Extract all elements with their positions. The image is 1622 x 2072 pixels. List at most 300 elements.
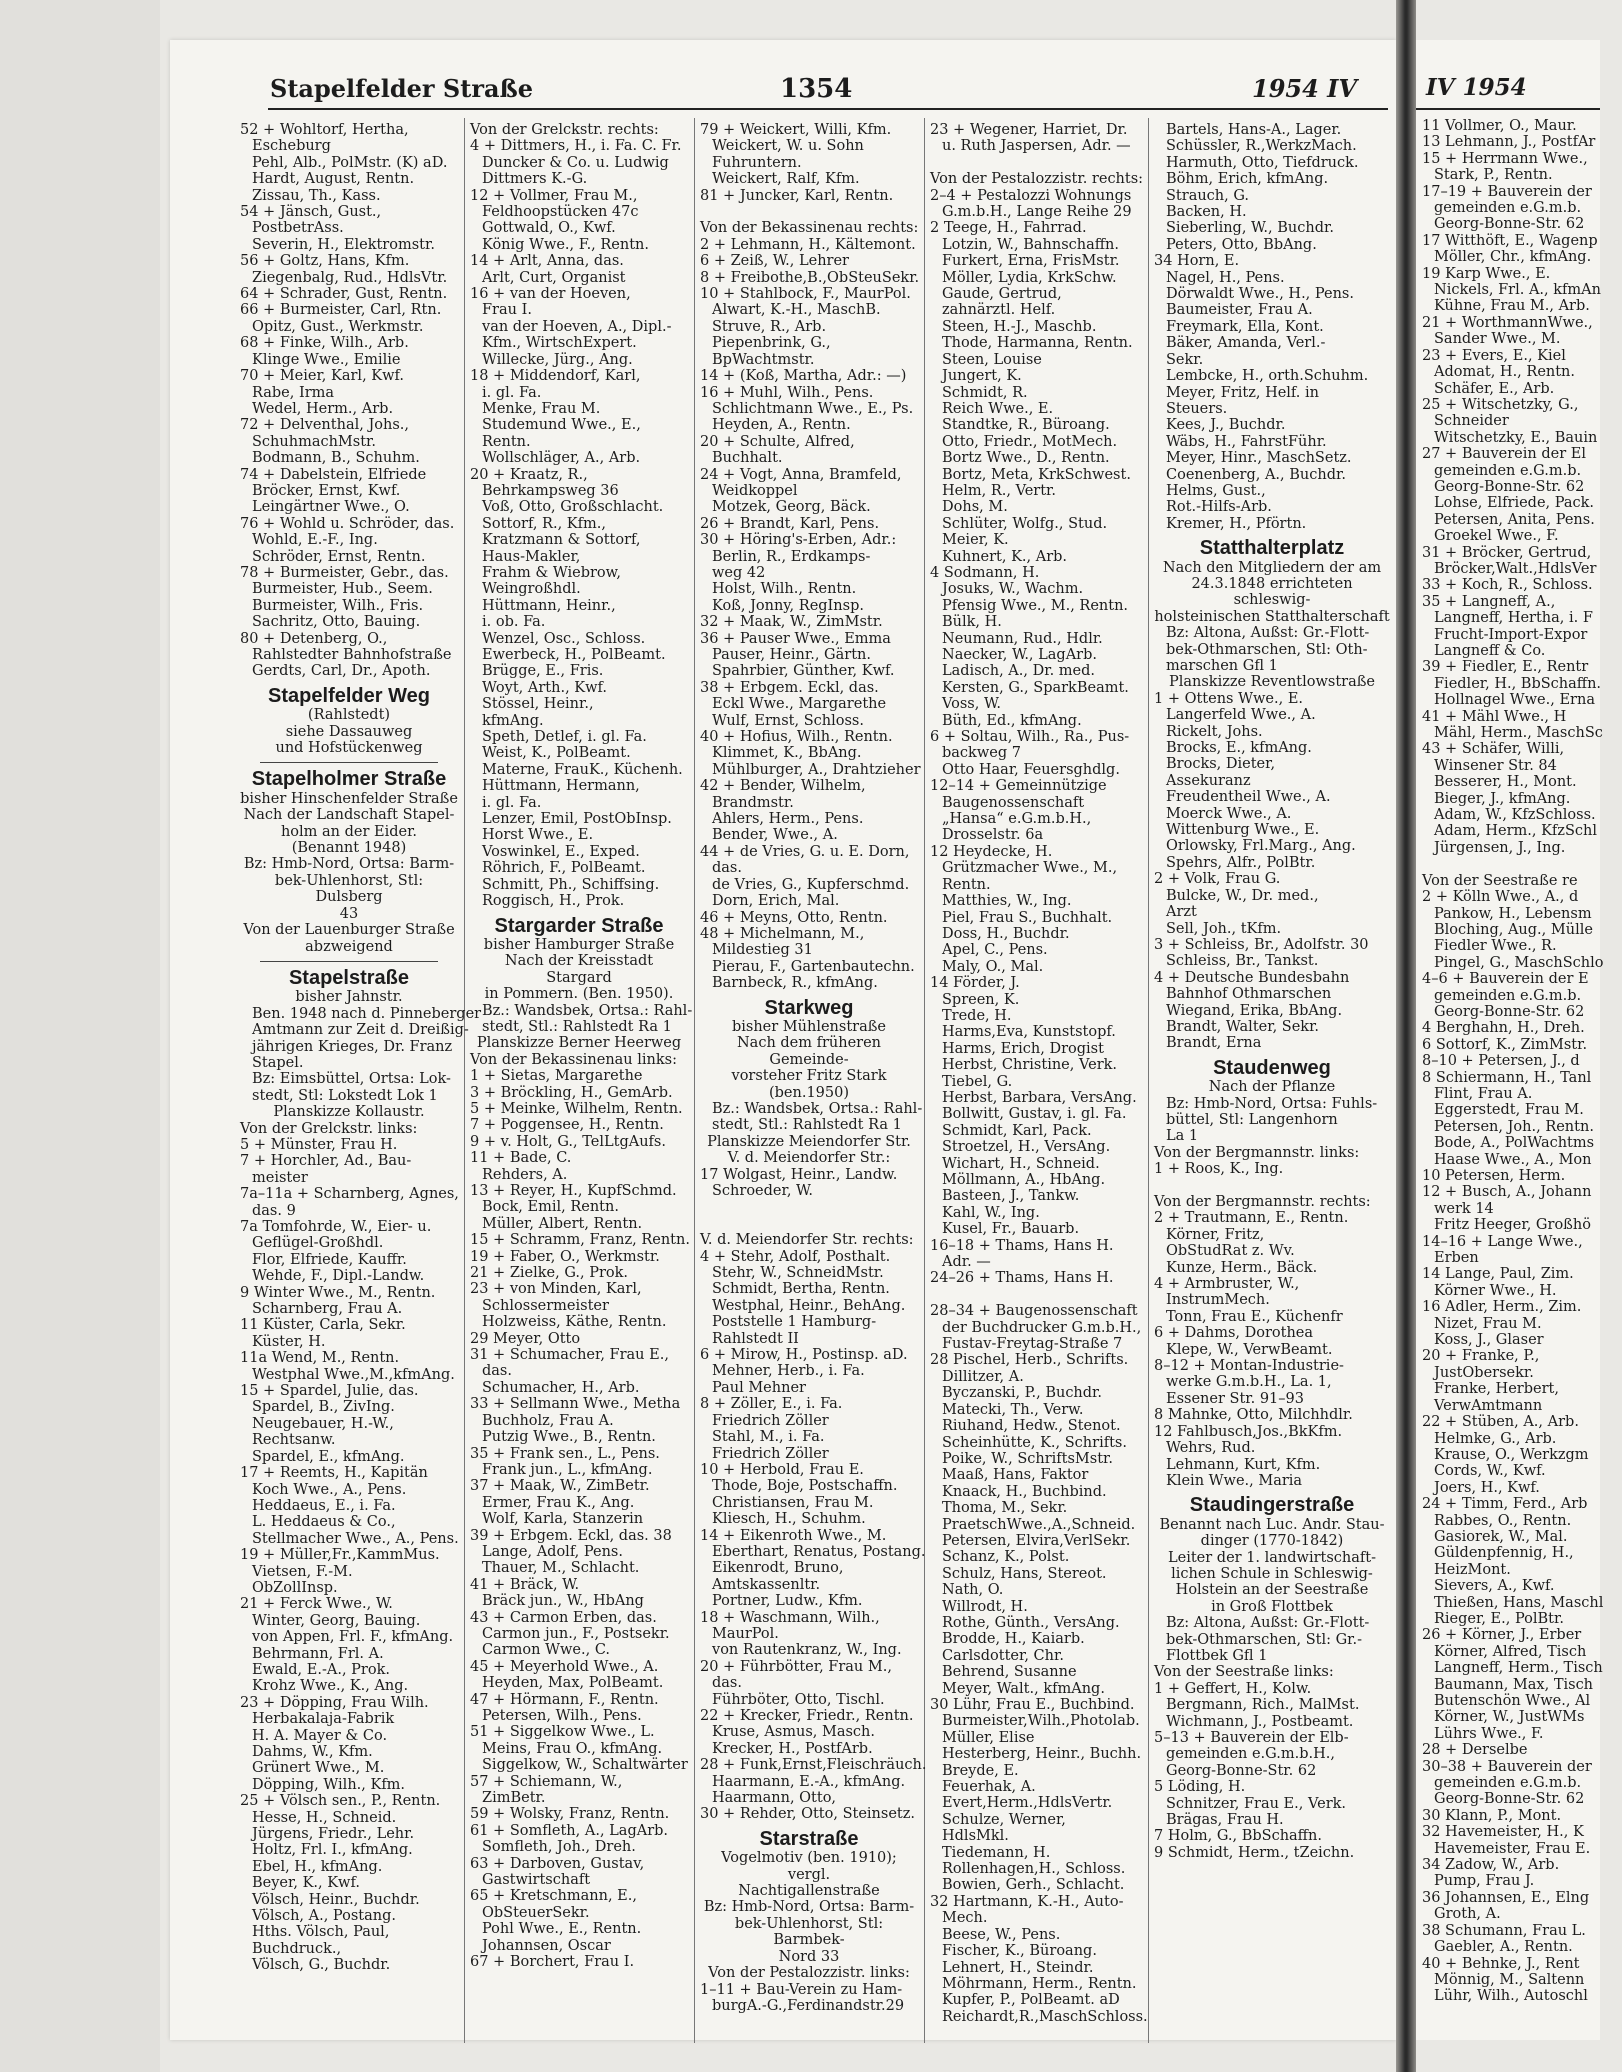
directory-entry: 41 + Mähl Wwe., H — [1422, 708, 1567, 725]
directory-entry: Bz.: Wandsbek, Ortsa.: Rahl- — [482, 1002, 693, 1019]
directory-entry: Röhrich, F., PolBeamt. — [482, 860, 646, 877]
directory-entry: 72 + Delventhal, Johs., — [240, 417, 409, 434]
directory-entry: Meyer, Fritz, Helf. in — [1166, 384, 1319, 401]
directory-entry: i. ob. Fa. — [482, 614, 546, 631]
directory-entry: 7 + Poggensee, H., Rentn. — [470, 1117, 664, 1134]
directory-entry: Steen, Louise — [942, 351, 1042, 368]
directory-entry: Carmon Wwe., C. — [482, 1642, 611, 1659]
column-rule — [694, 118, 695, 2043]
street-note: vorsteher Fritz Stark (ben.1950) — [731, 1068, 887, 1101]
directory-entry: Fischer, K., Büroang. — [942, 1943, 1097, 1960]
directory-entry: Feuerhak, A. — [942, 1779, 1036, 1796]
directory-column-2 — [470, 122, 693, 1971]
directory-entry: 8 Schiermann, H., Tanl — [1422, 1069, 1592, 1086]
directory-entry: 19 Karp Wwe., E. — [1422, 265, 1551, 282]
directory-entry: das. — [712, 860, 742, 877]
directory-entry: Tiedemann, H. — [942, 1844, 1051, 1861]
directory-entry: Beese, W., Pens. — [942, 1926, 1061, 1943]
directory-entry: Piepenbrink, G., — [712, 335, 831, 352]
directory-entry: de Vries, G., Kupferschmd. — [712, 876, 910, 893]
directory-entry: Hesse, H., Schneid. — [252, 1809, 397, 1826]
directory-entry: Eikenrodt, Bruno, — [712, 1560, 844, 1577]
directory-entry: Putzig Wwe., B., Rentn. — [482, 1429, 656, 1446]
directory-entry: Geflügel-Großhdl. — [252, 1235, 384, 1252]
directory-entry: Christiansen, Frau M. — [712, 1494, 874, 1511]
directory-entry: Orlowsky, Frl.Marg., Ang. — [1166, 838, 1356, 855]
directory-entry: 4 Berghahn, H., Dreh. — [1422, 1020, 1585, 1037]
street-note: Planskizze Kollaustr. — [273, 1104, 425, 1121]
street-note: Nach der Pflanze — [1208, 1079, 1336, 1096]
directory-entry: Lühr, Wilh., Autoschl — [1434, 1988, 1588, 2005]
directory-entry: Holst, Wilh., Rentn. — [712, 581, 857, 598]
directory-entry: Rieger, E., PolBtr. — [1434, 1610, 1564, 1627]
street-note: dinger (1770-1842) — [1200, 1533, 1344, 1550]
street-note: Nach den Mitgliedern der am — [1162, 559, 1382, 576]
directory-entry: JustObersekr. — [1434, 1364, 1534, 1381]
directory-entry — [1422, 856, 1622, 872]
directory-entry: Bz: Eimsbüttel, Ortsa: Lok- — [252, 1071, 451, 1088]
directory-entry: das. — [712, 1675, 742, 1692]
directory-entry: 14 + Eikenroth Wwe., M. — [700, 1527, 887, 1544]
directory-entry: 1–11 + Bau-Verein zu Ham- — [700, 1981, 903, 1998]
directory-entry: Heyden, A., Rentn. — [712, 417, 851, 434]
directory-entry: Paul Mehner — [712, 1379, 806, 1396]
street-note: in Pommern. (Ben. 1950). — [484, 986, 674, 1003]
right-header-rule — [1416, 108, 1600, 110]
directory-entry: Pankow, H., Lebensm — [1434, 905, 1592, 922]
directory-entry: Fritz Heeger, Großhö — [1434, 1217, 1591, 1234]
directory-entry: Standtke, R., Büroang. — [942, 417, 1110, 434]
street-note: bisher Mühlenstraße — [731, 1018, 886, 1035]
street-note: holsteinischen Statthalterschaft — [1154, 608, 1390, 625]
directory-entry: Ebel, H., kfmAng. — [252, 1858, 383, 1875]
directory-entry: Steen, H.-J., Maschb. — [942, 318, 1097, 335]
directory-entry: Josuks, W., Wachm. — [942, 581, 1084, 598]
directory-entry: 5 + Münster, Frau H. — [240, 1136, 398, 1153]
directory-entry: Byczanski, P., Buchdr. — [942, 1385, 1103, 1402]
directory-entry: Wichmann, J., Postbeamt. — [1166, 1713, 1354, 1730]
directory-entry: Sievers, A., Kwf. — [1434, 1578, 1555, 1595]
directory-entry: Haase Wwe., A., Mon — [1434, 1151, 1592, 1168]
directory-entry: 3 + Bröckling, H., GemArb. — [470, 1084, 673, 1101]
street-note: Planskizze Meiendorfer Str. — [707, 1133, 911, 1150]
directory-entry — [1154, 1178, 1390, 1194]
directory-entry: 22 + Krecker, Friedr., Rentn. — [700, 1708, 914, 1724]
directory-entry: Lehnert, H., Steindr. — [942, 1959, 1094, 1976]
directory-entry: Völsch, A., Postang. — [252, 1908, 396, 1925]
directory-entry: Mildestieg 31 — [712, 942, 813, 959]
directory-entry: Von der Bekassinenau links: — [470, 1051, 677, 1068]
directory-entry: Rothe, Günth., VersAng. — [942, 1614, 1120, 1631]
directory-entry: Weickert, Ralf, Kfm. — [712, 171, 860, 188]
directory-entry: G.m.b.H., Lange Reihe 29 — [942, 204, 1132, 221]
directory-entry: 11 Vollmer, O., Maur. — [1422, 118, 1577, 134]
directory-entry: 51 + Siggelkow Wwe., L. — [470, 1724, 655, 1741]
directory-entry: 35 + Frank sen., L., Pens. — [470, 1445, 660, 1462]
directory-entry: Pingel, G., MaschSchlo — [1434, 954, 1604, 971]
directory-entry: Nizet, Frau M. — [1434, 1315, 1542, 1332]
directory-entry: Gerdts, Carl, Dr., Apoth. — [252, 663, 431, 680]
street-note: bisher Jahnstr. — [295, 989, 403, 1006]
directory-entry — [930, 155, 1142, 171]
directory-entry: von Appen, Frl. F., kfmAng. — [252, 1629, 454, 1646]
directory-entry: 76 + Wohld u. Schröder, das. — [240, 515, 455, 532]
street-note: Nord 33 — [778, 1948, 840, 1965]
directory-entry: van der Hoeven, A., Dipl.- — [482, 318, 672, 335]
directory-entry: 30 Klann, P., Mont. — [1422, 1807, 1562, 1824]
directory-entry: Stellmacher Wwe., A., Pens. — [252, 1530, 459, 1547]
directory-entry: Möllmann, A., HbAng. — [942, 1172, 1106, 1188]
directory-entry: Speth, Detlef, i. gl. Fa. — [482, 729, 647, 746]
directory-entry: Schlichtmann Wwe., E., Ps. — [712, 400, 914, 417]
directory-entry: 8–10 + Petersen, J., d — [1422, 1053, 1580, 1070]
directory-entry: 4 Sodmann, H. — [930, 564, 1040, 581]
directory-entry: 8–12 + Montan-Industrie- — [1154, 1358, 1344, 1375]
directory-entry: Stehr, W., SchneidMstr. — [712, 1265, 884, 1282]
directory-entry: Klepe, W., VerwBeamt. — [1166, 1341, 1333, 1358]
directory-entry: Backen, H. — [1166, 204, 1247, 221]
directory-entry: HeizMont. — [1434, 1561, 1511, 1578]
directory-entry: Kahl, W., Ing. — [942, 1204, 1040, 1221]
directory-entry: 1 + Roos, K., Ing. — [1154, 1161, 1284, 1178]
directory-entry: Maly, O., Mal. — [942, 958, 1044, 975]
directory-entry: 10 + Herbold, Frau E. — [700, 1461, 864, 1478]
directory-entry: Lembcke, H., orth.Schuhm. — [1166, 368, 1369, 385]
directory-entry: Behrkampsweg 36 — [482, 482, 619, 499]
directory-entry: 8 Mahnke, Otto, Milchhdlr. — [1154, 1407, 1353, 1424]
directory-entry: Tiebel, G. — [942, 1073, 1013, 1090]
directory-entry: Lenzer, Emil, PostObInsp. — [482, 811, 672, 828]
directory-entry: Lange, Adolf, Pens. — [482, 1543, 623, 1560]
directory-entry: 1 + Sietas, Margarethe — [470, 1068, 643, 1085]
directory-entry: das. 9 — [252, 1202, 296, 1219]
directory-entry: Bz: Altona, Außst: Gr.-Flott- — [1166, 625, 1370, 642]
directory-entry: Brocks, Dieter, — [1166, 756, 1276, 773]
directory-entry: Bräck jun., W., HbAng — [482, 1593, 644, 1610]
street-note: Nach dem früheren Gemeinde- — [736, 1035, 882, 1068]
directory-entry: Dillitzer, A. — [942, 1368, 1024, 1385]
directory-entry: zahnärztl. Helf. — [942, 302, 1056, 319]
directory-entry: Stapel. — [252, 1054, 304, 1071]
directory-entry: Rentn. — [942, 876, 991, 893]
directory-entry: 35 + Langneff, A., — [1422, 593, 1556, 610]
street-note: Nach der Landschaft Stapel- — [243, 807, 455, 824]
directory-entry: Holzweiss, Käthe, Rentn. — [482, 1314, 667, 1331]
directory-entry: 33 + Koch, R., Schloss. — [1422, 577, 1593, 594]
directory-entry: 79 + Weickert, Willi, Kfm. — [700, 122, 892, 138]
directory-entry: 18 + Middendorf, Karl, — [470, 368, 641, 385]
directory-entry: Behrmann, Frl. A. — [252, 1645, 384, 1662]
directory-entry: 38 + Erbgem. Eckl, das. — [700, 679, 879, 696]
directory-entry: der Buchdrucker G.m.b.H., — [942, 1319, 1142, 1336]
directory-entry: Lohse, Elfriede, Pack. — [1434, 495, 1595, 512]
directory-entry: gemeinden e.G.m.b. — [1434, 987, 1582, 1004]
directory-entry: Weist, K., PolBeamt. — [482, 745, 631, 762]
directory-entry: 57 + Schiemann, W., — [470, 1773, 623, 1790]
directory-entry: 10 Petersen, Herm. — [1422, 1168, 1566, 1184]
directory-entry: Vietsen, F.-M. — [252, 1563, 353, 1580]
directory-entry: Rollenhagen,H., Schloss. — [942, 1861, 1126, 1878]
directory-entry: 27 + Bauverein der El — [1422, 446, 1586, 463]
directory-entry: 12 + Vollmer, Frau M., — [470, 187, 638, 204]
directory-entry: Führböter, Otto, Tischl. — [712, 1691, 885, 1708]
directory-entry: Ewald, E.-A., Prok. — [252, 1661, 390, 1678]
directory-entry: Willrodt, H. — [942, 1598, 1028, 1615]
directory-entry: Sottorf, R., Kfm., — [482, 515, 606, 532]
directory-entry: 18 + Waschmann, Wilh., — [700, 1609, 880, 1626]
directory-entry: Kusel, Fr., Bauarb. — [942, 1221, 1080, 1238]
directory-entry: Rahlstedter Bahnhofstraße — [252, 647, 452, 663]
directory-entry: InstrumMech. — [1166, 1292, 1270, 1309]
directory-entry: Schmidt, Bertha, Rentn. — [712, 1281, 890, 1298]
directory-entry: Heddaeus, E., i. Fa. — [252, 1497, 396, 1514]
directory-entry: 23 + von Minden, Karl, — [470, 1281, 642, 1298]
directory-entry: 2–4 + Pestalozzi Wohnungs — [930, 187, 1132, 204]
directory-entry: Thoma, M., Sekr. — [942, 1500, 1068, 1517]
directory-entry: MaurPol. — [712, 1625, 779, 1642]
directory-entry: 28–34 + Baugenossenschaft — [930, 1303, 1138, 1320]
directory-entry: 47 + Hörmann, F., Rentn. — [470, 1691, 659, 1708]
directory-entry: Schleiss, Br., Tankst. — [1166, 953, 1319, 970]
directory-entry: 38 Schumann, Frau L. — [1422, 1922, 1586, 1939]
directory-entry: Berlin, R., Erdkamps- — [712, 548, 871, 565]
directory-entry: König Wwe., F., Rentn. — [482, 236, 650, 253]
directory-entry: Knaack, H., Buchbind. — [942, 1483, 1107, 1500]
directory-entry: Bodmann, B., Schuhm. — [252, 450, 420, 467]
book-gutter — [1396, 0, 1416, 2072]
directory-entry: Haarmann, E.-A., kfmAng. — [712, 1773, 906, 1790]
directory-entry: SchuhmachMstr. — [252, 433, 376, 450]
directory-entry: Mähl, Herm., MaschSc — [1434, 725, 1603, 742]
directory-entry — [700, 204, 918, 220]
directory-entry: Pfensig Wwe., M., Rentn. — [942, 597, 1129, 614]
directory-entry: 23 + Evers, E., Kiel — [1422, 347, 1566, 364]
directory-entry: Eggerstedt, Frau M. — [1434, 1102, 1584, 1119]
directory-entry: Hüttmann, Heinr., — [482, 597, 616, 614]
directory-entry: Burmeister, Hub., Seem. — [252, 581, 433, 598]
directory-entry: Thode, Harmanna, Rentn. — [942, 335, 1133, 352]
directory-entry: 3 + Schleiss, Br., Adolfstr. 30 — [1154, 936, 1369, 953]
directory-entry: La 1 — [1166, 1128, 1199, 1145]
directory-entry: Kremer, H., Pförtn. — [1166, 515, 1307, 532]
directory-entry: V. d. Meiendorfer Str. rechts: — [700, 1232, 914, 1249]
directory-entry: 6 + Mirow, H., Postinsp. aD. — [700, 1347, 908, 1364]
directory-entry: Von der Pestalozzistr. rechts: — [930, 171, 1144, 188]
directory-entry: Buchdruck., — [252, 1940, 342, 1957]
directory-entry: Menke, Frau M. — [482, 400, 601, 417]
directory-entry: 25 + Witschetzky, G., — [1422, 396, 1579, 413]
directory-entry: 12–14 + Gemeinnützige — [930, 778, 1107, 795]
directory-entry: Körner, W., JustWMs — [1434, 1709, 1585, 1726]
directory-entry: Kruse, Asmus, Masch. — [712, 1724, 876, 1741]
directory-entry: Flor, Elfriede, Kauffr. — [252, 1251, 407, 1268]
directory-entry: Studemund Wwe., E., — [482, 417, 641, 434]
directory-entry: 2 + Lehmann, H., Kältemont. — [700, 236, 916, 253]
directory-entry: gemeinden e.G.m.b. — [1434, 200, 1582, 217]
directory-entry: Thauer, M., Schlacht. — [482, 1560, 640, 1577]
page-number: 1354 — [780, 74, 853, 104]
directory-entry: 34 Horn, E. — [1154, 253, 1240, 270]
street-note: (Rahlstedt) — [307, 707, 391, 724]
right-page-header: IV 1954 — [1426, 74, 1527, 101]
directory-entry: VerwAmtmann — [1434, 1397, 1543, 1414]
directory-entry: 6 Sottorf, K., ZimMstr. — [1422, 1036, 1588, 1053]
directory-entry: Krecker, H., PostfArb. — [712, 1740, 873, 1757]
directory-entry: Sell, Joh., tKfm. — [1166, 920, 1282, 937]
directory-entry: Freymark, Ella, Kont. — [1166, 318, 1324, 335]
directory-entry: Langerfeld Wwe., A. — [1166, 707, 1316, 724]
directory-entry: Baumann, Max, Tisch — [1434, 1676, 1594, 1693]
directory-entry: Dohs, M. — [942, 499, 1008, 516]
street-note: bisher Hamburger Straße — [483, 936, 675, 953]
directory-entry: Kratzmann & Sottorf, — [482, 532, 641, 549]
directory-entry: Johannsen, Oscar — [482, 1937, 611, 1954]
directory-entry: Sieberling, W., Buchdr. — [1166, 220, 1334, 237]
directory-entry: Klinge Wwe., Emilie — [252, 351, 401, 368]
directory-entry: Groth, A. — [1434, 1906, 1501, 1923]
directory-entry: Franke, Herbert, — [1434, 1381, 1559, 1398]
street-note: bisher Hinschenfelder Straße — [240, 790, 458, 807]
street-heading: Starstraße — [759, 1827, 859, 1850]
directory-entry: Gastwirtschaft — [482, 1872, 591, 1889]
directory-entry: Körner, Fritz, — [1166, 1226, 1265, 1243]
directory-entry: 29 Meyer, Otto — [470, 1330, 581, 1347]
directory-entry: Gaebler, A., Rentn. — [1434, 1939, 1573, 1956]
directory-entry: 5 Löding, H. — [1154, 1779, 1246, 1796]
directory-entry: 66 + Burmeister, Carl, Rtn. — [240, 302, 442, 319]
directory-entry: 24–26 + Thams, Hans H. — [930, 1270, 1114, 1287]
directory-entry: 15 + Herrmann Wwe., — [1422, 150, 1588, 167]
directory-entry: Havemeister, Frau E. — [1434, 1840, 1591, 1857]
directory-entry: Assekuranz — [1166, 772, 1251, 789]
directory-entry: Adomat, H., Rentn. — [1434, 364, 1576, 381]
street-note: abzweigend — [305, 938, 393, 955]
directory-entry: Eckl Wwe., Margarethe — [712, 696, 887, 713]
directory-entry: Schneider — [1434, 413, 1509, 430]
directory-entry: Petersen, Elvira,VerlSekr. — [942, 1532, 1131, 1549]
directory-entry: Winsener Str. 84 — [1434, 757, 1557, 774]
directory-entry: Rot.-Hilfs-Arb. — [1166, 499, 1272, 516]
directory-entry: Schroeder, W. — [712, 1183, 814, 1199]
directory-column-3 — [700, 122, 927, 2014]
directory-entry: Buchholz, Frau A. — [482, 1412, 614, 1429]
directory-entry: stedt, Stl.: Rahlstedt Ra 1 — [482, 1018, 672, 1035]
directory-entry: 21 + WorthmannWwe., — [1422, 314, 1593, 331]
directory-entry: 36 + Pauser Wwe., Emma — [700, 630, 891, 647]
directory-entry: Basteen, J., Tankw. — [942, 1188, 1080, 1205]
directory-entry: Beyer, K., Kwf. — [252, 1875, 360, 1892]
street-heading: Stargarder Straße — [494, 914, 664, 937]
directory-entry: 2 + Kölln Wwe., A., d — [1422, 889, 1579, 906]
directory-entry: Kersten, G., SparkBeamt. — [942, 679, 1129, 696]
directory-entry: Baugenossenschaft — [942, 794, 1085, 811]
directory-entry: Bloching, Aug., Mülle — [1434, 921, 1593, 938]
directory-entry: Mühlburger, A., Drahtzieher — [712, 761, 921, 778]
directory-entry: 15 + Spardel, Julie, das. — [240, 1383, 419, 1400]
directory-entry: Barnbeck, R., kfmAng. — [712, 975, 878, 992]
directory-entry: Voss, W. — [942, 696, 1001, 713]
directory-entry: Zissau, Th., Kass. — [252, 187, 381, 204]
directory-entry: H. A. Mayer & Co. — [252, 1727, 388, 1744]
directory-entry: 36 Johannsen, E., Elng — [1422, 1889, 1590, 1906]
directory-entry: Burmeister, Wilh., Fris. — [252, 597, 424, 614]
directory-entry: Lührs Wwe., F. — [1434, 1725, 1544, 1742]
directory-entry: Essener Str. 91–93 — [1166, 1390, 1304, 1407]
directory-entry: Kunze, Herm., Bäck. — [1166, 1259, 1318, 1276]
directory-entry: Rechtsanw. — [252, 1432, 336, 1449]
directory-entry: Ladisch, A., Dr. med. — [942, 663, 1096, 680]
street-note: bek-Uhlenhorst, Stl: Dulsberg — [274, 872, 424, 906]
directory-entry: Baumeister, Frau A. — [1166, 302, 1313, 319]
directory-entry: Brägas, Frau H. — [1166, 1812, 1284, 1829]
directory-entry: Grünert Wwe., M. — [252, 1760, 385, 1777]
directory-entry: Poststelle 1 Hamburg- — [712, 1314, 877, 1331]
directory-entry: ZimBetr. — [482, 1790, 546, 1807]
directory-entry: Feldhoopstücken 47c — [482, 204, 639, 221]
directory-entry: 17 Witthöft, E., Wagenp — [1422, 232, 1598, 249]
directory-entry: Wehrs, Rud. — [1166, 1440, 1256, 1457]
directory-entry: 74 + Dabelstein, Elfriede — [240, 466, 427, 483]
directory-entry: 1 + Ottens Wwe., E. — [1154, 690, 1304, 707]
directory-entry: 70 + Meier, Karl, Kwf. — [240, 368, 404, 385]
directory-entry: Escheburg — [252, 138, 331, 155]
directory-entry: Wollschläger, A., Arb. — [482, 450, 641, 467]
directory-entry: Kuhnert, K., Arb. — [942, 548, 1068, 565]
street-note: Von der Lauenburger Straße — [243, 922, 455, 939]
directory-entry: Georg-Bonne-Str. 62 — [1434, 1791, 1585, 1808]
directory-column-1 — [240, 122, 482, 1974]
directory-entry: Von der Grelckstr. rechts: — [470, 122, 659, 138]
directory-entry: Struve, R., Arb. — [712, 318, 827, 335]
directory-entry: 45 + Meyerhold Wwe., A. — [470, 1658, 659, 1675]
directory-entry: 32 Havemeister, H., K — [1422, 1824, 1584, 1841]
directory-entry: Lehmann, Kurt, Kfm. — [1166, 1456, 1321, 1473]
street-note: und Hofstückenweg — [275, 740, 423, 757]
directory-entry: Winter, Georg, Bauing. — [252, 1612, 421, 1629]
directory-entry: Brügge, E., Fris. — [482, 663, 604, 680]
directory-entry: Stroetzel, H., VersAng. — [942, 1139, 1111, 1156]
directory-entry: Frucht-Import-Expor — [1434, 626, 1588, 643]
section-rule — [260, 961, 438, 962]
directory-entry: Bz.: Wandsbek, Ortsa.: Rahl- — [712, 1100, 923, 1117]
directory-entry: Eberthart, Renatus, Postang. — [712, 1543, 926, 1560]
directory-entry: Kfm., WirtschExpert. — [482, 335, 637, 352]
directory-entry: Carmon jun., F., Postsekr. — [482, 1625, 670, 1642]
street-note: Von der Pestalozzistr. links: — [708, 1965, 910, 1982]
directory-entry: 56 + Goltz, Hans, Kfm. — [240, 253, 410, 270]
directory-entry: PostbetrAss. — [252, 220, 344, 237]
directory-entry: Butenschön Wwe., Al — [1434, 1693, 1591, 1709]
directory-entry: Bülk, H. — [942, 614, 1002, 631]
directory-entry: Somfleth, Joh., Dreh. — [482, 1839, 636, 1856]
directory-entry: von Rautenkranz, W., Ing. — [712, 1642, 902, 1659]
street-note: in Groß Flottbek — [1211, 1598, 1333, 1615]
directory-entry: Joers, H., Kwf. — [1434, 1479, 1540, 1496]
directory-entry: 19 + Müller,Fr.,KammMus. — [240, 1547, 440, 1564]
directory-entry: Furkert, Erna, FrisMstr. — [942, 253, 1120, 270]
directory-entry: 43 + Schäfer, Willi, — [1422, 741, 1565, 758]
directory-entry: Klimmet, K., BbAng. — [712, 745, 862, 762]
directory-entry: Schäfer, E., Arb. — [1434, 380, 1555, 397]
directory-entry: Frank jun., L., kfmAng. — [482, 1461, 653, 1478]
directory-entry: Adr. — — [942, 1254, 991, 1271]
directory-entry: werke G.m.b.H., La. 1, — [1166, 1374, 1332, 1391]
directory-entry: Koß, Jonny, RegInsp. — [712, 597, 864, 614]
directory-entry: 12 Heydecke, H. — [930, 843, 1053, 860]
directory-entry: 30 + Rehder, Otto, Steinsetz. — [700, 1806, 915, 1823]
street-heading: Statthalterplatz — [1199, 537, 1345, 560]
directory-entry: Arlt, Curt, Organist — [482, 269, 626, 286]
